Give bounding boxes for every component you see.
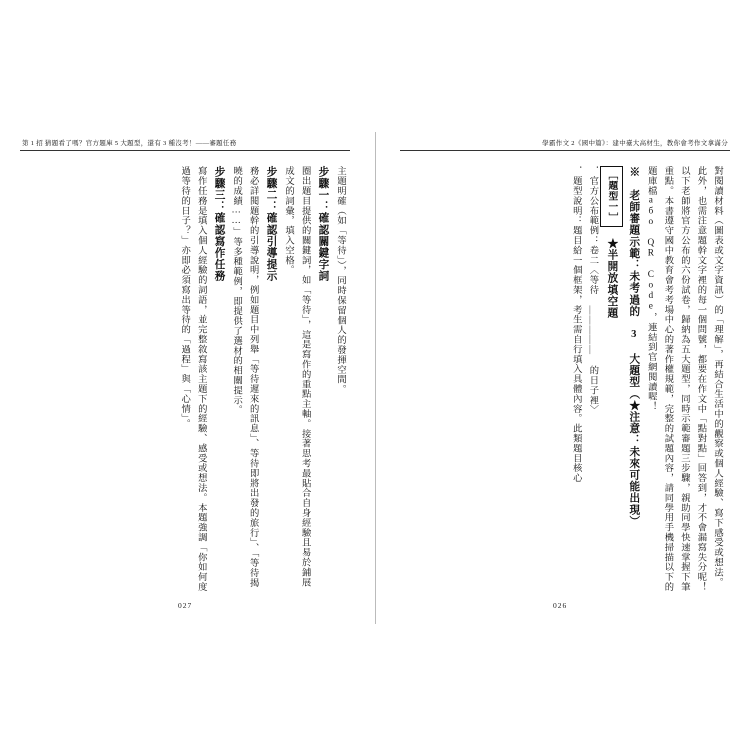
spread-gutter-divider — [375, 132, 376, 624]
step-1-title: 步驟一：確認關鍵字詞 — [317, 166, 329, 282]
step-3-body: 寫作任務是填入個人經驗的詞語，並完整敘寫該主題下的經驗、感受或想法。本題強調「你如何度過等待的日子？」亦即必須寫出等待的「過程」與「心情」。 — [179, 166, 206, 592]
running-head-left: 第 1 招 猜題看了嗎？官方題庫 5 大題型，還有 3 種沒考！——審題任務 — [22, 140, 237, 147]
running-head-right: 學霸作文 2《國中篇》：建中臺大高材生，教你會考作文拿滿分 — [542, 140, 728, 147]
question-type-line — [600, 166, 623, 596]
folio-left: 027 — [178, 601, 193, 610]
step-2-body: 務必詳閱題幹的引導說明，例如題目中列舉「等待遲來的訊息」、等待即將出發的旅行」、「等待揭曉的成績……」等多種範例，即提供了選材的相關提示。 — [231, 166, 258, 588]
teacher-demo-heading: ※ 老師審題示範：未考過的 3 大題型（★注意：未來可能出現） — [628, 166, 640, 528]
question-type-title: ★半開放填空題 — [606, 237, 618, 319]
left-lead-in: 主題明確（如「等待」），同時保留個人的發揮空間。 — [335, 166, 345, 395]
left-page — [0, 128, 375, 628]
bullet-marker-2: ． — [570, 166, 581, 176]
step-1-body: 圈出題目提供的關鍵詞，如「等待」，這是寫作的重點主軸。接著思考最貼合自身經驗且易於鋪展成文的詞彙，填入空格。 — [283, 166, 310, 588]
step-2-title: 步驟二：確認引導提示 — [265, 166, 277, 282]
question-type-explain-text: 題型說明：題目給一個框架，考生需自行填入具體內容。此類題目核心 — [570, 175, 581, 483]
folio-right: 026 — [553, 601, 568, 610]
left-page-body — [28, 166, 348, 596]
official-example-item — [584, 166, 601, 596]
right-page — [375, 128, 750, 628]
question-type-explain-item — [567, 166, 584, 596]
bullet-marker-1: ． — [587, 166, 598, 176]
right-paragraph-2: 以下老師將官方公布的六份試卷，歸納為五大題型，同時示範審題三步驟，親助同學快速掌握下筆重點。本書遵守國中教育會考考場中心的著作權規範，完整的試題內容，請同學用手機掃描以下的題庫檔або QR Code，連結到官網閱讀喔！ — [645, 166, 689, 592]
running-head-rule-right — [400, 150, 730, 151]
right-paragraph-1: 對閱讀材料（圖表或文字資訊）的「理解」，再結合生活中的觀察或個人經驗、寫下感受或想法。此外，也需注意題幹文字裡的每一個問號，都要在作文中「點對點」回答到，才不會漏寫失分呢！ — [695, 166, 722, 592]
right-page-body — [395, 166, 725, 596]
running-head-rule-left — [20, 150, 350, 151]
step-3-title: 步驟三：確認寫作任務 — [213, 166, 225, 282]
official-example-text: 官方公布範例：卷二〈等待 ＿＿＿＿＿ 的日子裡〉 — [587, 175, 598, 415]
question-type-box: ［題型一］ — [600, 166, 623, 227]
